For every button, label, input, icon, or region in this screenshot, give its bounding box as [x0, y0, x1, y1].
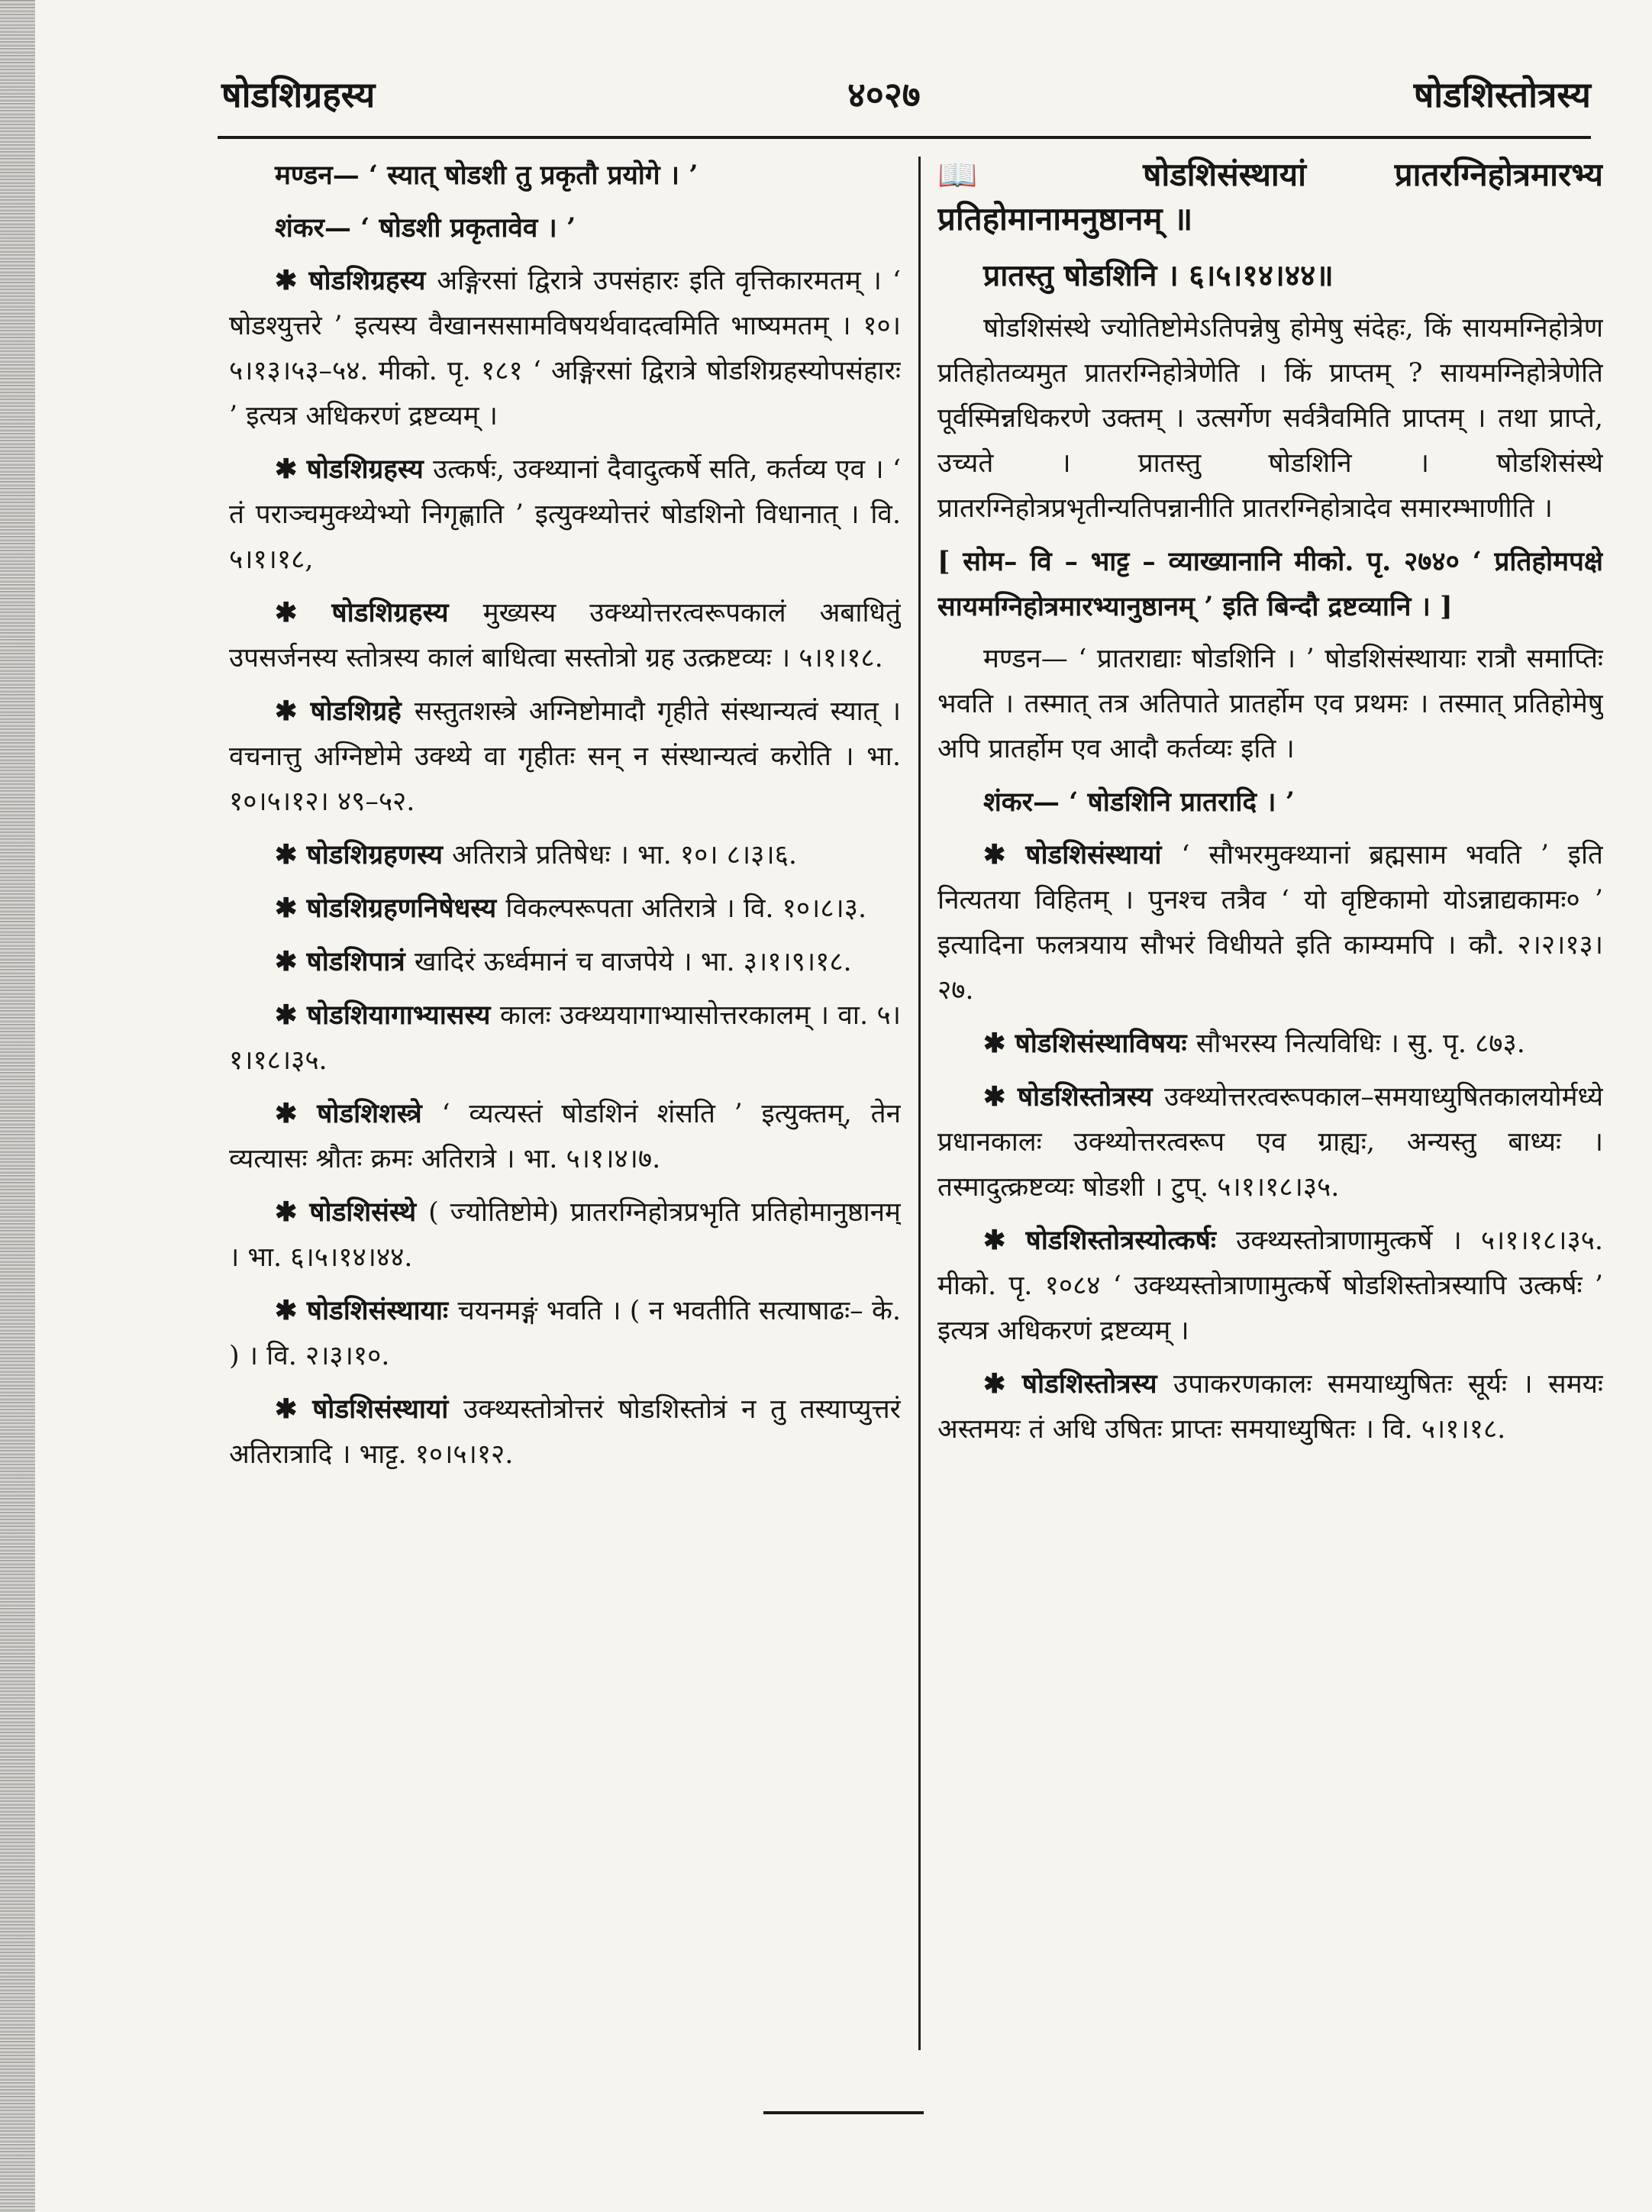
entry-keyword: षोडशिस्तोत्रस्य — [1021, 1368, 1174, 1400]
right-column — [937, 153, 1603, 2082]
entry-text: ( ज्योतिष्टोमे) प्रातरग्निहोत्रप्रभृति प्रतिहोमानुष्ठानम् । भा. ६।५।१४।४४. — [229, 1197, 901, 1273]
left-entry — [229, 886, 901, 932]
left-entry — [229, 689, 901, 825]
left-entry — [229, 1387, 901, 1477]
right-entry — [937, 1361, 1603, 1452]
entry-text: अङ्गिरसां द्विरात्रे उपसंहारः इति वृत्तिकारमतम् । ‘ षोडश्युत्तरे ’ इत्यस्य वैखानससामविषयर्थवादत्वमिति भाष्यमतम् । १०।५।१३।५३–५४. मीको. पृ. १८१ ‘ अङ्गिरसां द्विरात्रे षोडशिग्रहस्योपसंहारः ’ इत्यत्र अधिकरणं द्रष्टव्यम् । — [229, 266, 901, 431]
right-entries — [937, 832, 1603, 1452]
right-entry — [937, 1218, 1603, 1354]
entry-text: कालः उक्थ्ययागाभ्यासोत्तरकालम् । वा. ५।१।१८।३५. — [229, 1000, 901, 1076]
asterisk-icon: ✱ — [275, 1295, 307, 1326]
entry-text: विकल्परूपता अतिरात्रे । वि. १०।८।३. — [505, 893, 867, 924]
asterisk-icon: ✱ — [275, 1098, 318, 1129]
asterisk-icon: ✱ — [275, 946, 307, 977]
entry-text: मुख्यस्य उक्थ्योत्तरत्वरूपकालं अबाधितुं उपसर्जनस्य स्तोत्रस्य कालं बाधित्वा सस्तोत्रो ग्रह उत्क्रष्टव्यः । ५।१।१८. — [229, 598, 901, 673]
left-entry — [229, 447, 901, 583]
book-icon: 📖 — [937, 156, 1055, 193]
entry-text: सस्तुतशस्त्रे अग्निष्टोमादौ गृहीते संस्थान्यत्वं स्यात् । वचनात्तु अग्निष्टोमे उक्थ्ये वा गृहीतः सन् न संस्थान्यत्वं करोति । भा. १०।५।१२। ४९–५२. — [229, 696, 901, 817]
asterisk-icon: ✱ — [983, 1081, 1018, 1112]
bracket-note: [ सोम– वि – भाट्ट – व्याख्यानानि मीको. पृ. २७४० ‘ प्रतिहोमपक्षे सायमग्निहोत्रमारभ्यानुष्ठानम् ’ इति बिन्दौ द्रष्टव्यानि । ] — [937, 546, 1603, 622]
entry-keyword: षोडशिस्तोत्रस्य — [1017, 1081, 1165, 1112]
page-number: ४०२७ — [847, 74, 921, 115]
asterisk-icon: ✱ — [275, 1393, 313, 1425]
entry-text: ‘ सौभरमुक्थ्यानां ब्रह्मसाम भवति ’ इति नित्यतया विहितम् । पुनश्च तत्रैव ‘ यो वृष्टिकामो योऽन्नाद्यकामः० ’ इत्यादिना फलत्रयाय सौभरं विधीयते इति काम्यमपि । कौ. २।२।१३।२७. — [937, 840, 1603, 1006]
left-entry — [229, 832, 901, 878]
left-entry — [229, 1190, 901, 1280]
asterisk-icon: ✱ — [983, 1368, 1022, 1400]
footer-rule — [763, 2111, 924, 2114]
entry-keyword: षोडशिपात्रं — [306, 946, 415, 977]
entry-keyword: षोडशिसंस्थायां — [1025, 839, 1182, 870]
asterisk-icon: ✱ — [275, 454, 307, 485]
asterisk-icon: ✱ — [275, 893, 307, 924]
column-divider — [918, 157, 921, 2050]
asterisk-icon: ✱ — [275, 597, 332, 628]
left-entry — [229, 939, 901, 985]
right-entry — [937, 832, 1603, 1013]
entry-keyword: षोडशिग्रहे — [310, 696, 415, 727]
asterisk-icon: ✱ — [275, 999, 307, 1031]
asterisk-icon: ✱ — [983, 1225, 1026, 1256]
asterisk-icon: ✱ — [275, 1196, 310, 1228]
right-entry — [937, 1074, 1603, 1210]
left-entry — [229, 590, 901, 681]
sutra-line: प्रातस्तु षोडशिनि । ६।५।१४।४४॥ — [983, 258, 1334, 293]
entry-keyword: षोडशियागाभ्यासस्य — [306, 999, 500, 1031]
right-entry — [937, 1021, 1603, 1067]
header-left-keyword: षोडशिग्रहस्य — [221, 74, 376, 115]
entry-text: उक्थ्यस्तोत्रोत्तरं षोडशिस्तोत्रं न तु तस्याप्युत्तरं अतिरात्रादि । भाट्ट. १०।५।१२. — [229, 1394, 901, 1470]
left-entry: मण्डन— ‘ स्यात् षोडशी तु प्रकृतौ प्रयोगे । ’ — [275, 160, 699, 191]
shankar-line: शंकर— ‘ षोडशिनि प्रातरादि । ’ — [983, 786, 1295, 818]
entry-keyword: षोडशिग्रहस्य — [306, 454, 434, 485]
entry-keyword: षोडशिसंस्थे — [309, 1196, 429, 1228]
body-paragraph: षोडशिसंस्थे ज्योतिष्टोमेऽतिपन्नेषु होमेषु संदेहः, किं सायमग्निहोत्रेण प्रतिहोतव्यमुत प्रातरग्निहोत्रेणेति । किं प्राप्तम् ? सायमग्निहोत्रेणेति पूर्वस्मिन्नधिकरणे उक्तम् । उत्सर्गेण सर्वत्रैवमिति प्राप्तम् । तथा प्राप्ते, उच्यते । प्रातस्तु षोडशिनि । षोडशिसंस्थे प्रातरग्निहोत्रप्रभृतीन्यतिपन्नानीति प्रातरग्निहोत्रादेव समारम्भाणीति । — [937, 313, 1603, 524]
entry-text: चयनमङ्गं भवति । ( न भवतीति सत्याषाढः– के. ) । वि. २।३।१०. — [229, 1296, 901, 1371]
entry-keyword: षोडशिसंस्थायाः — [306, 1295, 458, 1326]
entry-text: उपाकरणकालः समयाध्युषितः सूर्यः । समयः अस्तमयः तं अधि उषितः प्राप्तः समयाध्युषितः । वि. ५।१।१८. — [937, 1369, 1603, 1445]
entry-text: अतिरात्रे प्रतिषेधः । भा. १०। ८।३।६. — [452, 840, 797, 870]
left-entry — [229, 993, 901, 1083]
entry-keyword: षोडशिग्रहस्य — [308, 265, 437, 296]
mandan-paragraph: मण्डन— ‘ प्रातराद्याः षोडशिनि । ’ षोडशिसंस्थायाः रात्रौ समाप्तिः भवति । तस्मात् तत्र अतिपाते प्रातर्होम एव प्रथमः । तस्मात् प्रतिहोमेषु अपि प्रातर्होम एव आदौ कर्तव्यः इति । — [937, 644, 1603, 764]
entry-text: ‘ व्यत्यस्तं षोडशिनं शंसति ’ इत्युक्तम्, तेन व्यत्यासः श्रौतः क्रमः अतिरात्रे । भा. ५।१।४।७. — [229, 1099, 901, 1174]
entry-keyword: षोडशिग्रहणस्य — [306, 839, 453, 870]
entry-text: उत्कर्षः, उक्थ्यानां दैवादुत्कर्षे सति, कर्तव्य एव । ‘ तं पराञ्चमुक्थ्येभ्यो निगृह्णाति ’ इत्युक्थ्योत्तरं षोडशिनो विधानात् । वि. ५।१।१८, — [229, 454, 901, 575]
asterisk-icon: ✱ — [983, 839, 1026, 870]
left-column — [229, 153, 901, 2082]
entry-text: खादिरं ऊर्ध्वमानं च वाजपेये । भा. ३।१।९।१८. — [414, 947, 852, 977]
asterisk-icon: ✱ — [983, 1028, 1015, 1059]
asterisk-icon: ✱ — [275, 265, 309, 296]
entry-keyword: षोडशिशस्त्रे — [317, 1098, 442, 1129]
page-binding-edge — [0, 0, 35, 2212]
section-heading: 📖 षोडशिसंस्थायां प्रातरग्निहोत्रमारभ्य प्रतिहोमानामनुष्ठानम् ॥ — [937, 156, 1603, 237]
entry-keyword: षोडशिसंस्थायां — [312, 1393, 464, 1425]
entry-keyword: षोडशिग्रहणनिषेधस्य — [306, 893, 506, 924]
entry-keyword: षोडशिस्तोत्रस्योत्कर्षः — [1025, 1225, 1237, 1256]
left-entry — [229, 258, 901, 439]
left-entry: शंकर— ‘ षोडशी प्रकृतावेव । ’ — [275, 212, 576, 244]
entry-keyword: षोडशिसंस्थाविषयः — [1015, 1028, 1196, 1059]
left-entry — [229, 1091, 901, 1182]
left-entry — [229, 1288, 901, 1379]
entry-text: उक्थ्योत्तरत्वरूपकाल–समयाध्युषितकालयोर्मध्ये प्रधानकालः उक्थ्योत्तरत्वरूप एव ग्राह्यः, अन्यस्तु बाध्यः । तस्मादुत्क्रष्टव्यः षोडशी । टुप्. ५।१।१८।३५. — [937, 1082, 1603, 1203]
running-header — [221, 70, 1591, 131]
asterisk-icon: ✱ — [275, 839, 307, 870]
header-right-keyword: षोडशिस्तोत्रस्य — [1413, 74, 1591, 115]
entry-text: उक्थ्यस्तोत्राणामुत्कर्षे । ५।१।१८।३५. मीको. पृ. १०८४ ‘ उक्थ्यस्तोत्राणामुत्कर्षे षोडशिस्तोत्रस्यापि उत्कर्षः ’ इत्यत्र अधिकरणं द्रष्टव्यम् । — [937, 1225, 1603, 1346]
asterisk-icon: ✱ — [275, 696, 311, 727]
header-rule — [218, 136, 1591, 139]
entry-text: सौभरस्य नित्यविधिः । सु. पृ. ८७३. — [1195, 1028, 1525, 1059]
entry-keyword: षोडशिग्रहस्य — [331, 597, 483, 628]
